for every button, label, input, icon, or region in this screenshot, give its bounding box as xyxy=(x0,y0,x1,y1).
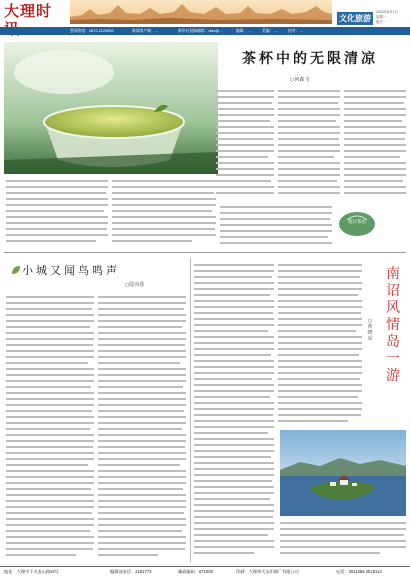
town-article-author: ○陆向春 xyxy=(125,282,145,288)
title-char: 风 xyxy=(386,300,400,316)
header-skyline-banner xyxy=(70,0,332,24)
poem-article-column-2 xyxy=(278,262,362,426)
leaf-icon xyxy=(10,264,22,276)
footer-printer-phone: 电话：2511268 2518113 xyxy=(336,569,382,574)
section-divider xyxy=(4,252,406,253)
poem-article-column-3 xyxy=(280,520,406,562)
tea-article-column-2 xyxy=(278,88,340,200)
title-char: 南 xyxy=(386,266,400,282)
weekday: 星期一 xyxy=(376,15,387,19)
page-header xyxy=(0,0,410,36)
masthead-title: 大理时 xyxy=(4,2,53,20)
masthead-logo xyxy=(4,2,66,24)
footer-editorial-phone: 编辑部电话：2181773 xyxy=(110,569,152,574)
title-char: 游 xyxy=(386,368,400,384)
page-footer xyxy=(0,566,410,577)
column-divider xyxy=(190,258,191,562)
poem-author: ○黄晓东 xyxy=(367,318,373,342)
poem-vertical-title xyxy=(380,266,406,385)
poem-article-column-1 xyxy=(194,262,274,560)
tea-article-column-5 xyxy=(112,178,216,248)
town-article-column-1 xyxy=(6,294,94,560)
tea-article-author: ○何森飞 xyxy=(290,77,310,83)
lake-island-photo xyxy=(280,430,406,516)
edition: 版次 xyxy=(376,20,383,24)
tea-article-column-3 xyxy=(344,88,406,200)
tea-article-column-6 xyxy=(220,204,332,250)
title-char: 情 xyxy=(386,317,400,333)
tea-stamp-text: 夏日茶语 xyxy=(348,220,366,225)
footer-postcode: 邮政编码：671000 xyxy=(178,569,213,574)
title-char: 一 xyxy=(386,351,400,367)
info-hotline: 要闻热线：0872-2125506 xyxy=(70,29,114,33)
tea-cup-photo xyxy=(4,42,218,174)
title-char: 诏 xyxy=(386,283,400,299)
tea-article-column-1 xyxy=(216,88,274,200)
date-line xyxy=(376,10,408,25)
section-label: 文化旅游 xyxy=(339,14,371,23)
footer-address: 地址：大理市下关龙山路23号 xyxy=(4,569,59,574)
info-bar xyxy=(0,27,410,35)
info-app: 新闻客户端：… xyxy=(132,29,159,33)
date: 2022年8月1日 xyxy=(376,10,399,14)
info-designer: 美编：… xyxy=(262,29,278,33)
title-char: 岛 xyxy=(386,334,400,350)
town-article-column-2 xyxy=(98,294,186,560)
footer-printer: 印刷：大理州大友印刷厂有限公司 xyxy=(236,569,299,574)
info-proof: 校对：… xyxy=(288,29,304,33)
info-editor: 编辑：… xyxy=(236,29,252,33)
tea-article-title: 茶杯中的无限清凉 xyxy=(242,51,378,67)
tea-article-column-4 xyxy=(6,178,108,248)
info-email: 新华社投稿邮箱：dlsx@… xyxy=(178,29,223,33)
town-article-title: 小城又闻鸟鸣声 xyxy=(22,264,120,277)
